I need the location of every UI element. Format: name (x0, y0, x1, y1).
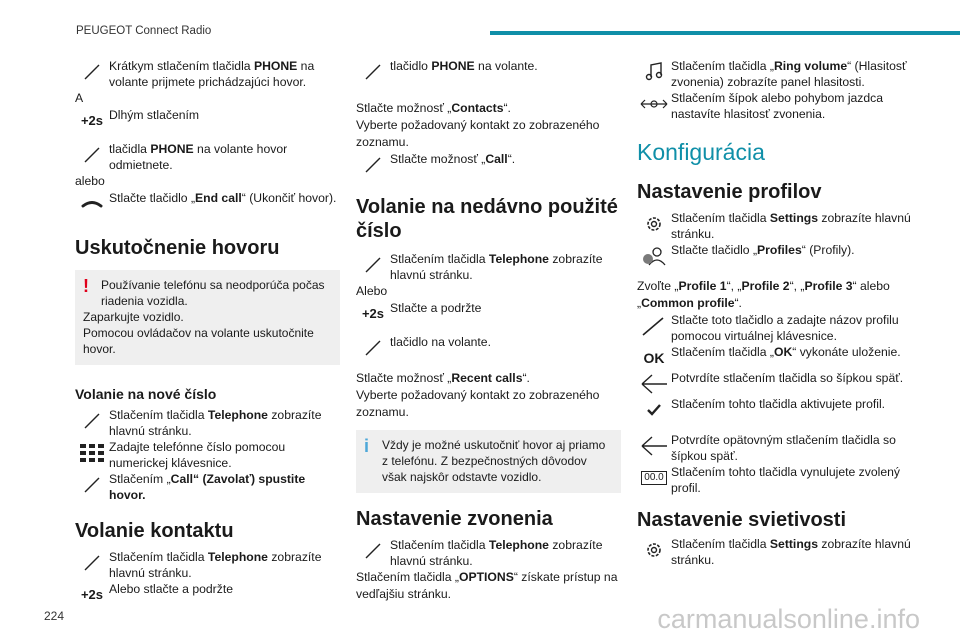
step-telephone-contact: Stlačením tlačidla Telephone zobrazíte hlavnú stránku. (75, 549, 340, 581)
step-slider: Stlačením šípok alebo pohybom jazdca nastavíte hlasitosť zvonenia. (637, 90, 912, 122)
step-end-call: Stlačte tlačidlo „End call“ (Ukončiť hovor). (75, 190, 340, 216)
pencil-icon (75, 60, 109, 84)
pencil-icon (75, 551, 109, 575)
step-reset: 00.0 Stlačením tohto tlačidla vynulujete zvolený profil. (637, 464, 912, 496)
back-arrow-icon (637, 372, 671, 396)
step-back-2: Potvrdíte opätovným stlačením tlačidla so šípkou späť. (637, 432, 912, 464)
step-keypad: Zadajte telefónne číslo pomocou numerickej klávesnice. (75, 439, 340, 471)
step-settings: Stlačením tlačidla Settings zobrazíte hlavnú stránku. (637, 210, 912, 242)
column-2 (356, 58, 621, 603)
text-a: A (75, 91, 84, 105)
step-short-press-phone: Krátkym stlačením tlačidla PHONE na volante prijmete prichádzajúci hovor. (75, 58, 340, 90)
step-telephone-ring: Stlačením tlačidla Telephone zobrazíte hlavnú stránku. (356, 537, 621, 569)
step-ok: OK Stlačením tlačidla „OK“ vykonáte uloženie. (637, 344, 912, 370)
pencil-icon (356, 336, 390, 360)
step-back-1: Potvrdíte stlačením tlačidla so šípkou späť. (637, 370, 912, 396)
heading-nastavenie-zvonenia: Nastavenie zvonenia (356, 508, 553, 530)
step-telephone-recent: Stlačením tlačidla Telephone zobrazíte hlavnú stránku. (356, 251, 621, 283)
step-name-profile: Stlačte toto tlačidlo a zadajte názov profilu pomocou virtuálnej klávesnice. (637, 312, 912, 344)
step-profiles: Stlačte tlačidlo „Profiles“ (Profily). (637, 242, 912, 268)
warning-box: ! Používanie telefónu sa neodporúča počas riadenia vozidla. Zaparkujte vozidlo. Pomocou ovládačov na volante uskutočnite hovor. (75, 270, 340, 365)
page-number: 224 (44, 609, 65, 623)
header-title: PEUGEOT Connect Radio (76, 25, 212, 37)
step-wheel-button: tlačidlo na volante. (356, 334, 621, 360)
ok-button-icon: OK (643, 350, 665, 366)
heading-nastavenie-svietivosti: Nastavenie svietivosti (637, 509, 846, 531)
hang-up-icon (75, 192, 109, 216)
step-hold: +2s Alebo stlačte a podržte (75, 581, 340, 607)
step-long-press: +2s Dlhým stlačením (75, 107, 340, 133)
pencil-icon (356, 253, 390, 277)
profile-icon (637, 244, 671, 268)
column-1 (75, 58, 340, 607)
text-choose-profile: Zvoľte „Profile 1“, „Profile 2“, „Profile 3“ alebo „Common profile“. (637, 279, 890, 310)
heading-volanie-kontaktu: Volanie kontaktu (75, 520, 234, 542)
step-phone-wheel: tlačidlo PHONE na volante. (356, 58, 621, 84)
text-contacts: Stlačte možnosť „Contacts“. (356, 101, 511, 115)
column-3 (637, 58, 912, 568)
pencil-icon (75, 409, 109, 433)
step-call: Stlačením „Call“ (Zavolať) spustite hovor. (75, 471, 340, 503)
pencil-icon (356, 60, 390, 84)
hold-2s-icon: +2s (80, 113, 104, 128)
watermark: carmanualsonline.info (657, 604, 920, 634)
text-alebo-2: Alebo (356, 284, 388, 298)
hold-2s-icon: +2s (80, 587, 104, 602)
pencil-icon (75, 143, 109, 167)
heading-konfiguracia: Konfigurácia (637, 139, 765, 165)
header-accent-bar (490, 31, 960, 35)
text-recent-calls: Stlačte možnosť „Recent calls“. (356, 371, 530, 385)
step-ring-volume: Stlačením tlačidla „Ring volume“ (Hlasitosť zvonenia) zobrazíte panel hlasitosti. (637, 58, 912, 90)
warning-icon: ! (83, 276, 89, 296)
music-note-icon (637, 60, 671, 84)
text-options: Stlačením tlačidla „OPTIONS“ získate prístup na vedľajšiu stránku. (356, 570, 618, 601)
reset-icon: 00.0 (637, 466, 671, 490)
heading-uskutocnenie-hovoru: Uskutočnenie hovoru (75, 237, 280, 259)
step-call-option: Stlačte možnosť „Call“. (356, 151, 621, 177)
info-box: i Vždy je možné uskutočniť hovor aj priamo z telefónu. Z bezpečnostných dôvodov však najskôr odstavte vozidlo. (356, 430, 621, 493)
step-settings-light: Stlačením tlačidla Settings zobrazíte hlavnú stránku. (637, 536, 912, 568)
pencil-icon (356, 153, 390, 177)
heading-nedavno-pouzite: Volanie na nedávno použité číslo (356, 196, 618, 242)
heading-volanie-nove-cislo: Volanie na nové číslo (75, 386, 217, 402)
back-arrow-icon (637, 434, 671, 458)
keypad-icon (75, 441, 109, 465)
gear-icon (637, 212, 671, 236)
gear-icon (637, 538, 671, 562)
pencil-icon (75, 473, 109, 497)
step-reject-call: tlačidla PHONE na volante hovor odmietnete. (75, 141, 340, 173)
text-alebo: alebo (75, 174, 105, 188)
hold-2s-icon: +2s (361, 306, 385, 321)
pencil-icon (637, 314, 671, 338)
slider-arrows-icon (637, 92, 671, 116)
step-press-hold: +2s Stlačte a podržte (356, 300, 621, 326)
text-select-contact: Vyberte požadovaný kontakt zo zobrazeného zoznamu. (356, 118, 600, 149)
pencil-icon (356, 539, 390, 563)
step-telephone: Stlačením tlačidla Telephone zobrazíte hlavnú stránku. (75, 407, 340, 439)
text-select-contact-2: Vyberte požadovaný kontakt zo zobrazeného zoznamu. (356, 388, 600, 419)
info-icon: i (364, 436, 370, 456)
heading-nastavenie-profilov: Nastavenie profilov (637, 181, 822, 203)
step-activate: Stlačením tohto tlačidla aktivujete profil. (637, 396, 912, 422)
checkmark-icon (637, 398, 671, 422)
